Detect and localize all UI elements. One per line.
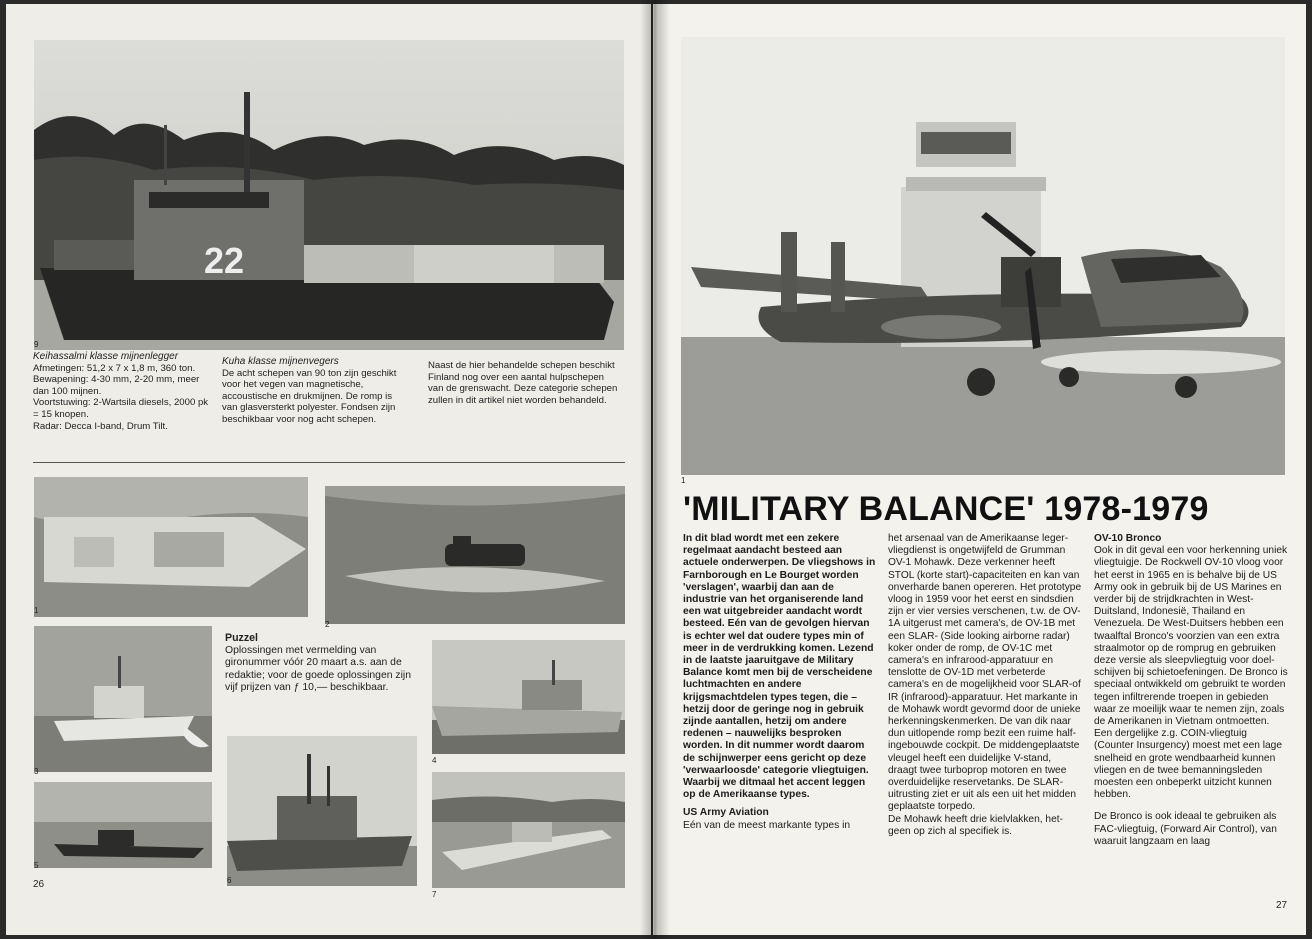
ov1-mohawk-photo	[681, 37, 1285, 475]
caption-keihassalmi	[33, 351, 213, 432]
caption-keihassalmi-title: Keihassalmi klasse mijnenlegger	[33, 351, 179, 362]
photo-number-9: 9	[34, 340, 39, 349]
puzzel-box	[225, 632, 415, 695]
photo-number-2: 2	[325, 620, 330, 629]
caption-kuha	[222, 356, 410, 426]
column3-paragraph-1: Ook in dit geval een voor herkenning uniek vliegtuigje. De Rockwell OV-10 vloog voor het eerst in 1965 en is behalve bij de US Army ook in gebruik bij de US Marines en verder bij de strijdkrachten in West-Duitsland, Indonesië, Thailand en Venezuela. De West-Duitsers hebben een twaalftal Bronco's voorzien van een extra straalmotor op de romprug en gebruiken deze versie als sleepvliegtuig voor doelschijven bij schietoefeningen. De Bronco is speciaal ontwikkeld om gebruikt te worden tegen infiltrerende troepen in gebieden waar ze moeilijk waar te nemen zijn, zoals de Amerikanen in Vietnam ontmoetten. Een dergelijke z.g. COIN-vliegtuig (Counter Insurgency) moest met een lage snelheid en grote wendbaarheid kunnen vliegen en de twee bemanningsleden moesten een onbeperkt uitzicht kunnen hebben.	[1094, 545, 1288, 801]
puzzel-title: Puzzel	[225, 632, 258, 644]
caption-line: Afmetingen: 51,2 x 7 x 1,8 m, 360 ton.	[33, 362, 196, 374]
photo-number-6: 6	[227, 876, 232, 885]
caption-kuha-text: De acht schepen van 90 ton zijn geschikt voor het vegen van magnetische, accoustische en drukmijnen. De romp is van glasversterkt polyester. Fondsen zijn beschikbaar voor nog acht schepen.	[222, 367, 397, 425]
article-column-2	[888, 533, 1082, 838]
photo-number-1-right: 1	[681, 476, 686, 485]
column1-tail: Eén van de meest markante types in	[683, 819, 851, 831]
surfaced-submarine-photo	[34, 782, 212, 868]
caption-line: Voortstuwing: 2-Wartsila diesels, 2000 pk = 15 knopen.	[33, 397, 209, 420]
hull-number: 22	[204, 240, 245, 281]
caption-naast	[428, 360, 622, 406]
article-column-3	[1094, 533, 1288, 848]
photo-number-3: 3	[34, 767, 39, 776]
minesweeper-aerial-photo	[34, 477, 308, 617]
puzzel-text: Oplossingen met vermelding van gironummer vóór 20 maart a.s. aan de redaktie; voor de goede oplossingen zijn vijf prijzen van ƒ 10,— beschikbaar.	[225, 644, 412, 694]
photo-number-1: 1	[34, 606, 39, 615]
page-number-right: 27	[1276, 900, 1288, 911]
frigate-photo	[227, 736, 417, 886]
article-column-1	[683, 533, 877, 832]
photo-number-7: 7	[432, 890, 437, 899]
column2-paragraph-1: het arsenaal van de Amerikaanse legervliegdienst is ongetwijfeld de Grumman OV-1 Mohawk. Deze verkenner heeft STOL (korte start)-capaciteiten en kan van onverharde banen opereren. Het prototype vloog in 1959 voor het eerst en sindsdien zijn er vier versies verschenen, t.w. de OV-1A uitgerust met camera's, de OV-1B met een SLAR- (Side looking airborne radar) koker onder de romp, de OV-1C met camera's en infrarood-apparatuur en tenslotte de OV-1D met verbeterde camera's en de mogelijkheid voor SLAR-of IR (infrarood)-apparatuur. Het markante in de Mohawk wordt gevormd door de unieke herkenningskenmerken. De van dik naar dun uitlopende romp bezit een ruime halfingebouwde cockpit. De middengeplaatste vleugel heeft een duidelijke V-stand, draagt twee turboprop motoren en twee overduidelijke reservetanks. De SLAR-uitrusting ziet er uit als een uit het midden geplaatste torpedo.	[888, 533, 1082, 813]
caption-line: Radar: Decca I-band, Drum Tilt.	[33, 420, 168, 432]
article-lead-paragraph: In dit blad wordt met een zekere regelmaat aandacht besteed aan actuele onderwerpen. De vliegshows in Farnborough en Le Bourget worden 'verslagen', waarbij dan aan de industrie van het organiserende land een wat uitgebreider aandacht wordt besteed. Eén van de gevolgen hiervan is echter wel dat oudere types min of meer in de verdrukking komen. Lezend in de laatste jaaruitgave de Military Balance komt men bij de verscheidene luchtmachten en andere krijgsmachtdelen types tegen, die – hetzij door de geringe nog in gebruik zijnde aantallen, hetzij om andere redenen – nauwelijks besproken worden. In dit nummer wordt daarom de schijnwerper eens gericht op deze 'verwaarloosde' categorie vliegtuigen. Waarbij we ditmaal het accent leggen op de Amerikaanse types.	[683, 533, 876, 801]
article-headline: 'MILITARY BALANCE' 1978-1979	[683, 490, 1209, 528]
caption-line: Bewapening: 4-30 mm, 2-20 mm, meer dan 100 mijnen.	[33, 374, 200, 397]
submarine-photo	[325, 486, 625, 624]
page-number-left: 26	[33, 879, 45, 890]
subhead-us-army-aviation: US Army Aviation	[683, 807, 769, 819]
divider-rule	[33, 462, 625, 463]
caption-naast-text: Naast de hier behandelde schepen beschikt Finland nog over een aantal hulpschepen van de grenswacht. Deze categorie schepen zullen in dit artikel niet worden behandeld.	[428, 360, 618, 406]
photo-number-5: 5	[34, 861, 39, 870]
photo-number-4: 4	[432, 756, 437, 765]
gunboat-photo	[432, 772, 625, 888]
minelayer-photo	[34, 40, 624, 350]
missile-boat-photo	[432, 640, 625, 754]
column2-paragraph-2: De Mohawk heeft drie kielvlakken, hetgeen op zich al specifiek is.	[888, 813, 1063, 837]
subhead-ov10-bronco: OV-10 Bronco	[1094, 533, 1162, 544]
column3-paragraph-2: De Bronco is ook ideaal te gebruiken als FAC-vliegtuig, (Forward Air Control), van waaruit langzaam en laag	[1094, 811, 1277, 847]
patrol-boat-photo	[34, 626, 212, 772]
caption-kuha-title: Kuha klasse mijnenvegers	[222, 356, 339, 367]
